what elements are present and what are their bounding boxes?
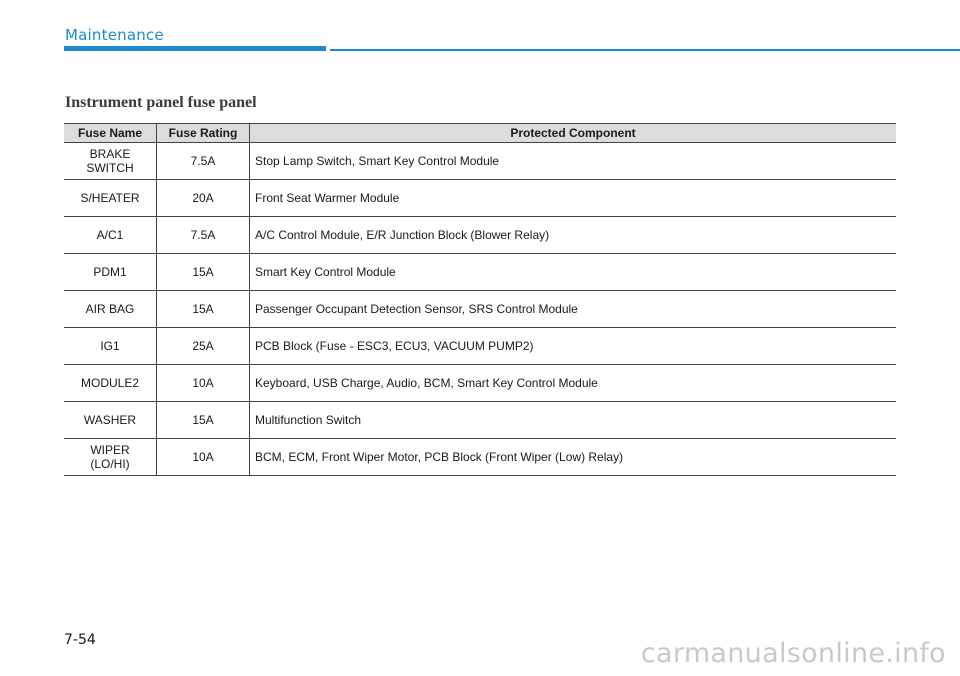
table-row bbox=[64, 143, 896, 180]
column-header-protected-component: Protected Component bbox=[250, 124, 897, 143]
protected-component-cell: Keyboard, USB Charge, Audio, BCM, Smart Key Control Module bbox=[250, 365, 897, 402]
table-row bbox=[64, 217, 896, 254]
fuse-name-cell: A/C1 bbox=[64, 217, 157, 254]
table-row bbox=[64, 439, 896, 476]
protected-component-cell: A/C Control Module, E/R Junction Block (Blower Relay) bbox=[250, 217, 897, 254]
protected-component-cell: Front Seat Warmer Module bbox=[250, 180, 897, 217]
fuse-rating-cell: 7.5A bbox=[157, 143, 250, 180]
protected-component-cell: Passenger Occupant Detection Sensor, SRS Control Module bbox=[250, 291, 897, 328]
fuse-name-cell: MODULE2 bbox=[64, 365, 157, 402]
fuse-name-cell: S/HEATER bbox=[64, 180, 157, 217]
table-row bbox=[64, 402, 896, 439]
fuse-table-body bbox=[64, 143, 896, 476]
fuse-name-cell: AIR BAG bbox=[64, 291, 157, 328]
fuse-name-cell: PDM1 bbox=[64, 254, 157, 291]
table-row bbox=[64, 180, 896, 217]
fuse-rating-cell: 10A bbox=[157, 439, 250, 476]
column-header-fuse-rating: Fuse Rating bbox=[157, 124, 250, 143]
table-header-row bbox=[64, 124, 896, 143]
section-title: Maintenance bbox=[65, 26, 164, 44]
fuse-name-cell: IG1 bbox=[64, 328, 157, 365]
fuse-rating-cell: 20A bbox=[157, 180, 250, 217]
column-header-fuse-name: Fuse Name bbox=[64, 124, 157, 143]
fuse-rating-cell: 7.5A bbox=[157, 217, 250, 254]
protected-component-cell: BCM, ECM, Front Wiper Motor, PCB Block (Front Wiper (Low) Relay) bbox=[250, 439, 897, 476]
page-heading: Instrument panel fuse panel bbox=[65, 94, 257, 111]
fuse-name-cell: WASHER bbox=[64, 402, 157, 439]
header-rule-thick bbox=[64, 46, 326, 51]
table-row bbox=[64, 328, 896, 365]
page-number: 7-54 bbox=[64, 632, 96, 648]
fuse-rating-cell: 15A bbox=[157, 254, 250, 291]
fuse-name-cell: WIPER (LO/HI) bbox=[64, 439, 157, 476]
table-row bbox=[64, 365, 896, 402]
protected-component-cell: Smart Key Control Module bbox=[250, 254, 897, 291]
fuse-rating-cell: 10A bbox=[157, 365, 250, 402]
fuse-rating-cell: 25A bbox=[157, 328, 250, 365]
protected-component-cell: Multifunction Switch bbox=[250, 402, 897, 439]
protected-component-cell: PCB Block (Fuse - ESC3, ECU3, VACUUM PUMP2) bbox=[250, 328, 897, 365]
fuse-rating-cell: 15A bbox=[157, 402, 250, 439]
fuse-rating-cell: 15A bbox=[157, 291, 250, 328]
fuse-name-cell: BRAKE SWITCH bbox=[64, 143, 157, 180]
header-rule-thin bbox=[330, 49, 960, 51]
table-row bbox=[64, 291, 896, 328]
table-row bbox=[64, 254, 896, 291]
watermark: carmanualsonline.info bbox=[640, 638, 946, 669]
protected-component-cell: Stop Lamp Switch, Smart Key Control Module bbox=[250, 143, 897, 180]
fuse-table bbox=[64, 123, 896, 476]
